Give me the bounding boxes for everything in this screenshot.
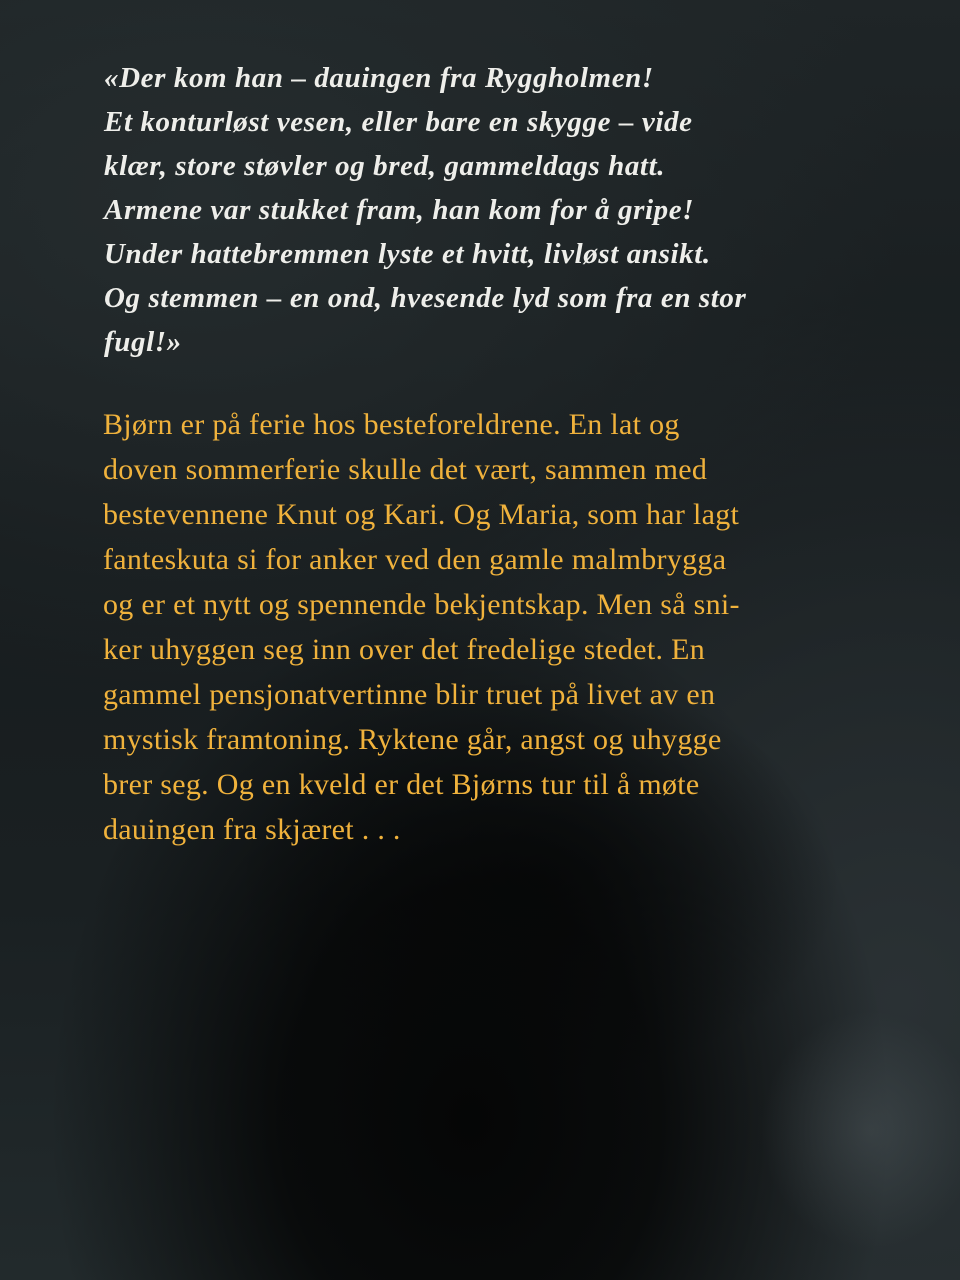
blurb-line: brer seg. Og en kveld er det Bjørns tur til å møte [103, 768, 700, 801]
blurb-line: mystisk framtoning. Ryktene går, angst og uhygge [103, 723, 722, 756]
blurb-line: bestevennene Knut og Kari. Og Maria, som har lagt [103, 498, 740, 531]
book-blurb [103, 402, 923, 852]
blurb-line: gammel pensjonatvertinne blir truet på livet av en [103, 678, 716, 711]
quote-line: Armene var stukket fram, han kom for å gripe! [104, 194, 695, 226]
quote-line: Under hattebremmen lyste et hvitt, livløst ansikt. [104, 238, 711, 270]
light-glare [760, 1010, 960, 1250]
blurb-line: Bjørn er på ferie hos besteforeldrene. En lat og [103, 408, 680, 441]
blurb-line: doven sommerferie skulle det vært, sammen med [103, 453, 708, 486]
blurb-line: fanteskuta si for anker ved den gamle malmbrygga [103, 543, 727, 576]
blurb-line: og er et nytt og spennende bekjentskap. Men så sni- [103, 588, 740, 621]
excerpt-quote [104, 56, 924, 364]
quote-line: Et konturløst vesen, eller bare en skygge – vide [104, 106, 693, 138]
quote-line: «Der kom han – dauingen fra Ryggholmen! [104, 62, 654, 94]
quote-line: Og stemmen – en ond, hvesende lyd som fra en stor [104, 282, 747, 314]
quote-line: klær, store støvler og bred, gammeldags hatt. [104, 150, 666, 182]
blurb-line: dauingen fra skjæret . . . [103, 813, 401, 846]
blurb-line: ker uhyggen seg inn over det fredelige stedet. En [103, 633, 705, 666]
quote-line: fugl!» [104, 326, 182, 358]
